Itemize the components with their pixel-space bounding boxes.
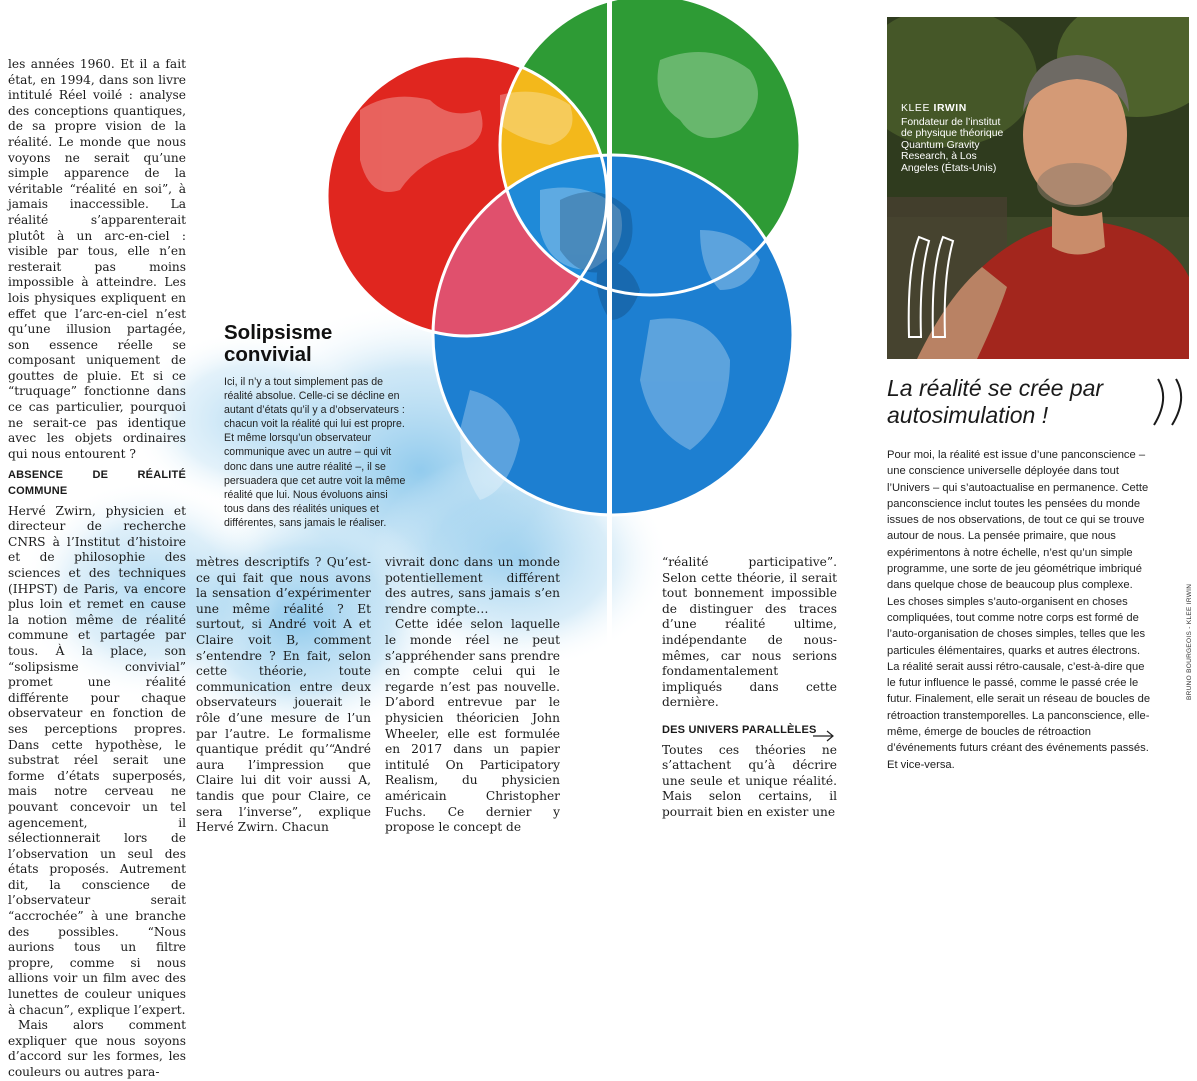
page-gutter — [607, 0, 612, 750]
article-column-third — [385, 555, 560, 836]
portrait-caption — [901, 103, 1011, 175]
person-name — [901, 103, 1011, 115]
paragraph: mètres descriptifs ? Qu’est-ce qui fait que nous avons la sensation d’expérimenter une même réalité ? Et surtout, si André voit A et Claire voit B, comment s’entendre ? En fait, selon cette théorie, toute communication entre deux observateurs jouerait le rôle d’une mesure de l’un par l’autre. Le formalisme quantique prédit qu’“André aura l’impression que Claire lui dit voir aussi A, tandis que pour Claire, ce sera l’inverse”, explique Hervé Zwirn. Chacun — [196, 555, 371, 835]
person-last-name: IRWIN — [933, 103, 967, 114]
article-column-fourth — [662, 555, 837, 821]
pull-quote: La réalité se crée par autosimulation ! — [887, 375, 1104, 428]
sidebar-title: Solipsisme convivial — [224, 321, 333, 366]
person-first-name: KLEE — [901, 103, 930, 114]
photo-credit: BRUNO BOURGEOIS - KLEE IRWIN — [1186, 583, 1193, 700]
section-subhead: DES UNIVERS PARALLÈLES — [662, 723, 817, 736]
paragraph: Cette idée selon laquelle le monde réel ne peut s’appréhender sans prendre en compte celui qui le regarde n’est pas nouvelle. D’abord entrevue par le physicien théoricien John Wheeler, elle est formulée en 2017 dans un papier intitulé On Participatory Realism, du physicien américain Christopher Fuchs. Ce dernier y propose le concept de — [385, 617, 560, 835]
close-quote-icon — [1150, 377, 1192, 427]
continue-arrow-icon — [812, 729, 836, 743]
sidebar-body: Ici, il n’y a tout simplement pas de réalité absolue. Celle-ci se décline en autant d’états qu’il y a d’observateurs : chacun voit la réalité qui lui est propre. Et même lorsqu’un observateur communique avec un autre – qui vit donc dans une autre réalité –, il se persuadera que cet autre voit la même réalité que lui. Nous évoluons ainsi tous dans des réalités uniques et différentes, sans jamais le réaliser. — [224, 376, 406, 529]
section-subhead: ABSENCE DE RÉALITÉ COMMUNE — [8, 469, 186, 498]
interview-text: Pour moi, la réalité est issue d’une panconscience – une conscience universelle déployée dans tout l’Univers – qui s’autoactualise en permanence. Cette panconscience inclut toutes les pensées du monde issues de nos observations, de tout ce qui se trouve autour de nous. La pensée primaire, que nous expérimentons à notre échelle, n’est qu’un simple programme, une sorte de jeu géométrique imbriqué dans quelque chose de beaucoup plus complexe. Les choses simples s’auto-organisent en choses compliquées, tout comme notre corps est formé de l’auto-organisation de choses simples, telles que les particules élémentaires, quarks et autres électrons. La réalité serait aussi rétro-causale, c’est-à-dire que le futur influence le passé, comme le passé crée le futur. Finalement, elle serait un réseau de boucles de rétroaction transtemporelles. La panconscience, elle-même, émerge de boucles de rétroaction d’événements futurs créant des événements passés. Et vice-versa. — [887, 449, 1151, 771]
portrait-photo — [887, 17, 1189, 359]
open-quote-icon — [901, 227, 961, 347]
article-column-left — [8, 57, 186, 1081]
paragraph: les années 1960. Et il a fait état, en 1994, dans son livre intitulé Réel voilé : analyse des conceptions quantiques, de sa propre vision de la réalité. Le monde que nous voyons ne serait qu’une simple apparence de la véritable “réalité en soi”, à jamais inaccessible. La réalité s’apparenterait plutôt à un arc-en-ciel : visible par tous, elle n’en resterait pas moins impossible à atteindre. Les lois physiques expliquent en effet que l’arc-en-ciel n’est qu’une illusion partagée, son essence réelle se composant uniquement de gouttes de pluie. Et si ce “truquage” fonctionne dans ce cas particulier, pourquoi ne serait-ce pas identique avec les objets ordinaires qui nous entourent ? — [8, 57, 186, 461]
person-title: Fondateur de l’institut de physique théorique Quantum Gravity Research, à Los Angeles (États-Unis) — [901, 116, 1004, 174]
paragraph: “réalité participative”. Selon cette théorie, il serait tout bonnement impossible de distinguer des traces d’une réalité ultime, indépendante de nous-mêmes, car nous serions fondamentalement impliqués dans cette dernière. — [662, 555, 837, 710]
paragraph: Mais alors comment expliquer que nous soyons d’accord sur les formes, les couleurs ou autres para- — [8, 1018, 186, 1079]
paragraph: Toutes ces théories ne s’attachent qu’à décrire une seule et unique réalité. Mais selon certains, il pourrait bien en exister une — [662, 742, 837, 819]
paragraph: vivrait donc dans un monde potentiellement différent des autres, sans jamais s’en rendre compte… — [385, 555, 560, 616]
article-column-middle — [196, 555, 371, 836]
paragraph: Hervé Zwirn, physicien et directeur de recherche CNRS à l’Institut d’histoire et de philosophie des sciences et des techniques (IHPST) de Paris, va encore plus loin et remet en cause la notion même de réalité commune et partagée par tous. À la place, son “solipsisme convivial” promet une réalité différente pour chaque observateur en fonction de ses perceptions propres. Dans cette hypothèse, le substrat réel serait une forme d’états superposés, mais notre cerveau ne pouvant concevoir un tel agencement, il sélectionnerait lors de l’observation un seul des états proposés. Autrement dit, la conscience de l’observateur serait “accrochée” à une branche des possibles. “Nous aurions tous un filtre propre, comme si nous allions voir un film avec des lunettes de couleur uniques à chacun”, explique l’expert. — [8, 503, 186, 1017]
